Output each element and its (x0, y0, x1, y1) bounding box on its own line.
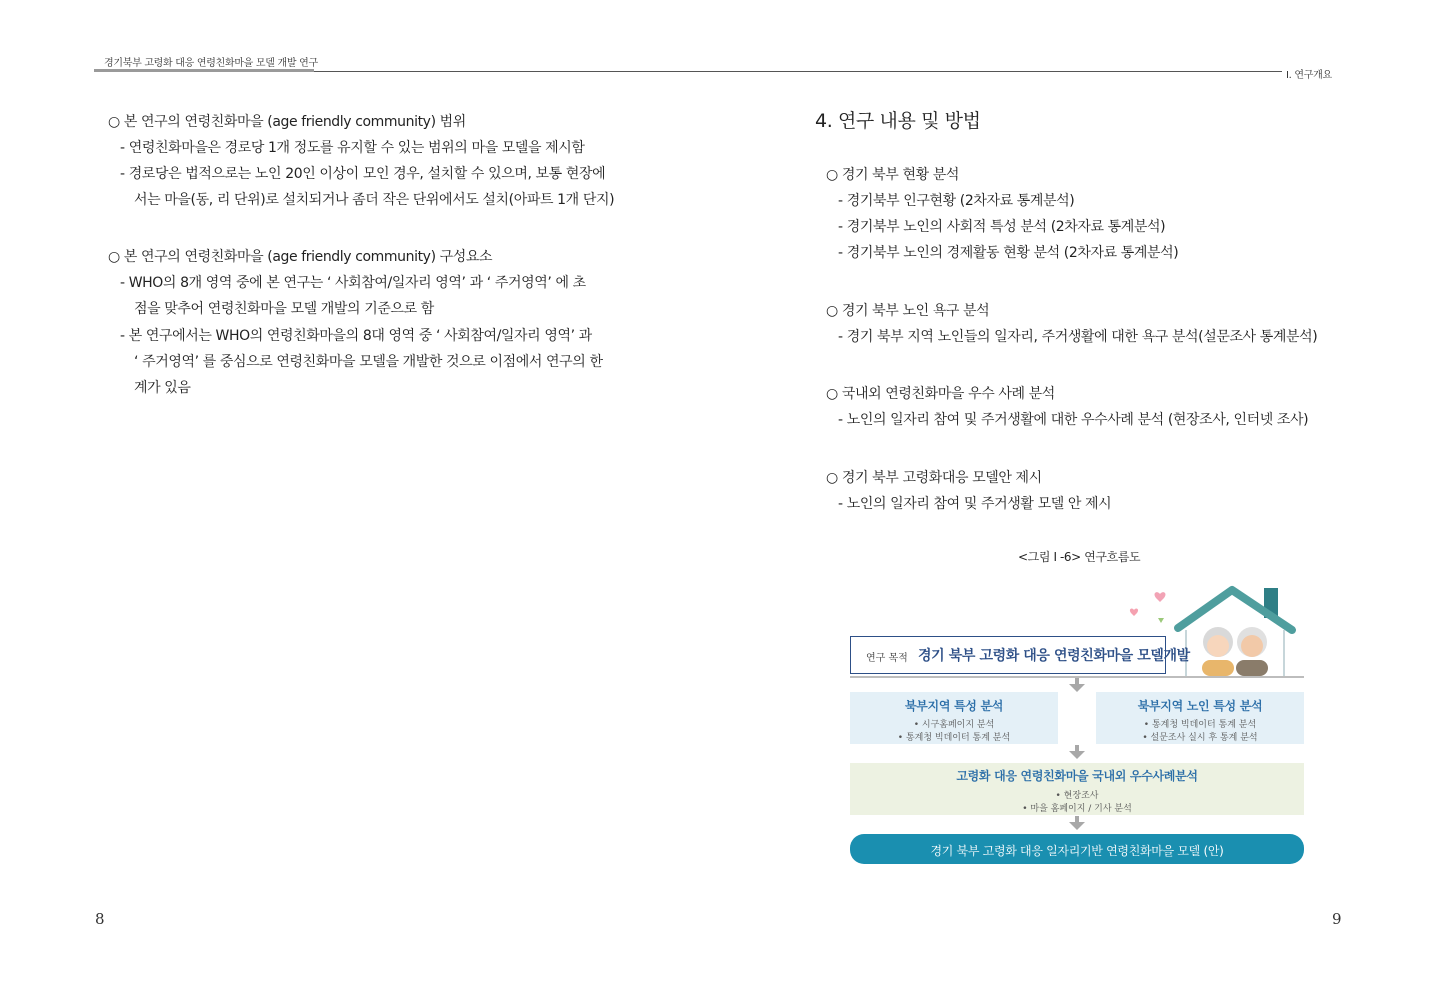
arrow-down-icon (1069, 822, 1085, 830)
heart-icon (1155, 592, 1166, 602)
dash-item: - 노인의 일자리 참여 및 주거생활에 대한 우수사례 분석 (현장조사, 인터넷 조사) (838, 412, 1309, 428)
bullet-heading: ○ 국내외 연령친화마을 우수 사례 분석 (826, 386, 1055, 402)
page-number-left: 8 (95, 910, 105, 928)
header-rule-thick (94, 69, 314, 72)
box-item: • 설문조사 실시 후 통계 분석 (1142, 733, 1258, 743)
dash-item: - 경기북부 노인의 경제활동 현황 분석 (2차자료 통계분석) (838, 245, 1179, 261)
dash-item: - 연령친화마을은 경로당 1개 정도를 유지할 수 있는 범위의 마을 모델을 제시함 (120, 140, 585, 156)
purpose-label: 연구 목적 (866, 653, 908, 664)
running-header-right: Ⅰ. 연구개요 (1286, 70, 1332, 81)
box-title: 북부지역 노인 특성 분석 (1137, 699, 1263, 713)
box-item: • 마을 홈페이지 / 기사 분석 (1022, 804, 1132, 814)
bullet-heading: ○ 경기 북부 고령화대응 모델안 제시 (826, 470, 1042, 486)
bullet-heading: ○ 본 연구의 연령친화마을 (age friendly community) 범위 (108, 114, 466, 130)
dash-item: - 경기 북부 지역 노인들의 일자리, 주거생활에 대한 욕구 분석(설문조사 통계분석) (838, 329, 1318, 345)
box-item: • 통계청 빅데이터 통계 분석 (1143, 720, 1257, 730)
dash-item-continued: ‘ 주거영역’ 를 중심으로 연령친화마을 모델을 개발한 것으로 이점에서 연구의 한 (134, 354, 603, 370)
box-title: 북부지역 특성 분석 (904, 699, 1004, 713)
arrow-down-icon (1069, 684, 1085, 692)
running-header-left: 경기북부 고령화 대응 연령친화마을 모델 개발 연구 (104, 58, 318, 69)
dash-item: - 본 연구에서는 WHO의 연령친화마을의 8대 영역 중 ‘ 사회참여/일자리 영역’ 과 (120, 328, 592, 344)
dash-item: - 경로당은 법적으로는 노인 20인 이상이 모인 경우, 설치할 수 있으며, 보통 현장에 (120, 166, 606, 182)
purpose-text: 경기 북부 고령화 대응 연령친화마을 모델개발 (918, 648, 1190, 664)
dash-item: - 노인의 일자리 참여 및 주거생활 모델 안 제시 (838, 496, 1112, 512)
figure-caption: <그림 Ⅰ -6> 연구흐름도 (1018, 550, 1141, 564)
section-title: 4. 연구 내용 및 방법 (815, 110, 981, 132)
box-item: • 현장조사 (1055, 791, 1099, 801)
dash-item: - 경기북부 노인의 사회적 특성 분석 (2차자료 통계분석) (838, 219, 1166, 235)
header-rule (314, 71, 1282, 72)
dash-item: - WHO의 8개 영역 중에 본 연구는 ‘ 사회참여/일자리 영역’ 과 ‘ 주거영역’ 에 초 (120, 275, 586, 291)
box-title: 고령화 대응 연령친화마을 국내외 우수사례분석 (956, 769, 1198, 783)
box-item: • 통계청 빅데이터 통계 분석 (897, 733, 1011, 743)
heart-icon (1130, 609, 1138, 616)
bullet-heading: ○ 경기 북부 현황 분석 (826, 167, 960, 183)
dash-item: - 경기북부 인구현황 (2차자료 통계분석) (838, 193, 1075, 209)
bullet-heading: ○ 경기 북부 노인 욕구 분석 (826, 303, 990, 319)
box-item: • 시구홈페이지 분석 (913, 720, 995, 730)
leaf-icon (1158, 618, 1164, 623)
dash-item-continued: 서는 마을(동, 리 단위)로 설치되거나 좀더 작은 단위에서도 설치(아파트 1개 단지) (134, 192, 615, 208)
final-model-text: 경기 북부 고령화 대응 일자리기반 연령친화마을 모델 (안) (930, 844, 1224, 858)
dash-item-continued: 계가 있음 (134, 380, 191, 396)
bullet-heading: ○ 본 연구의 연령친화마을 (age friendly community) 구성요소 (108, 249, 493, 265)
arrow-down-icon (1069, 751, 1085, 759)
page-number-right: 9 (1332, 910, 1342, 928)
dash-item-continued: 점을 맞추어 연령친화마을 모델 개발의 기준으로 함 (134, 301, 434, 317)
